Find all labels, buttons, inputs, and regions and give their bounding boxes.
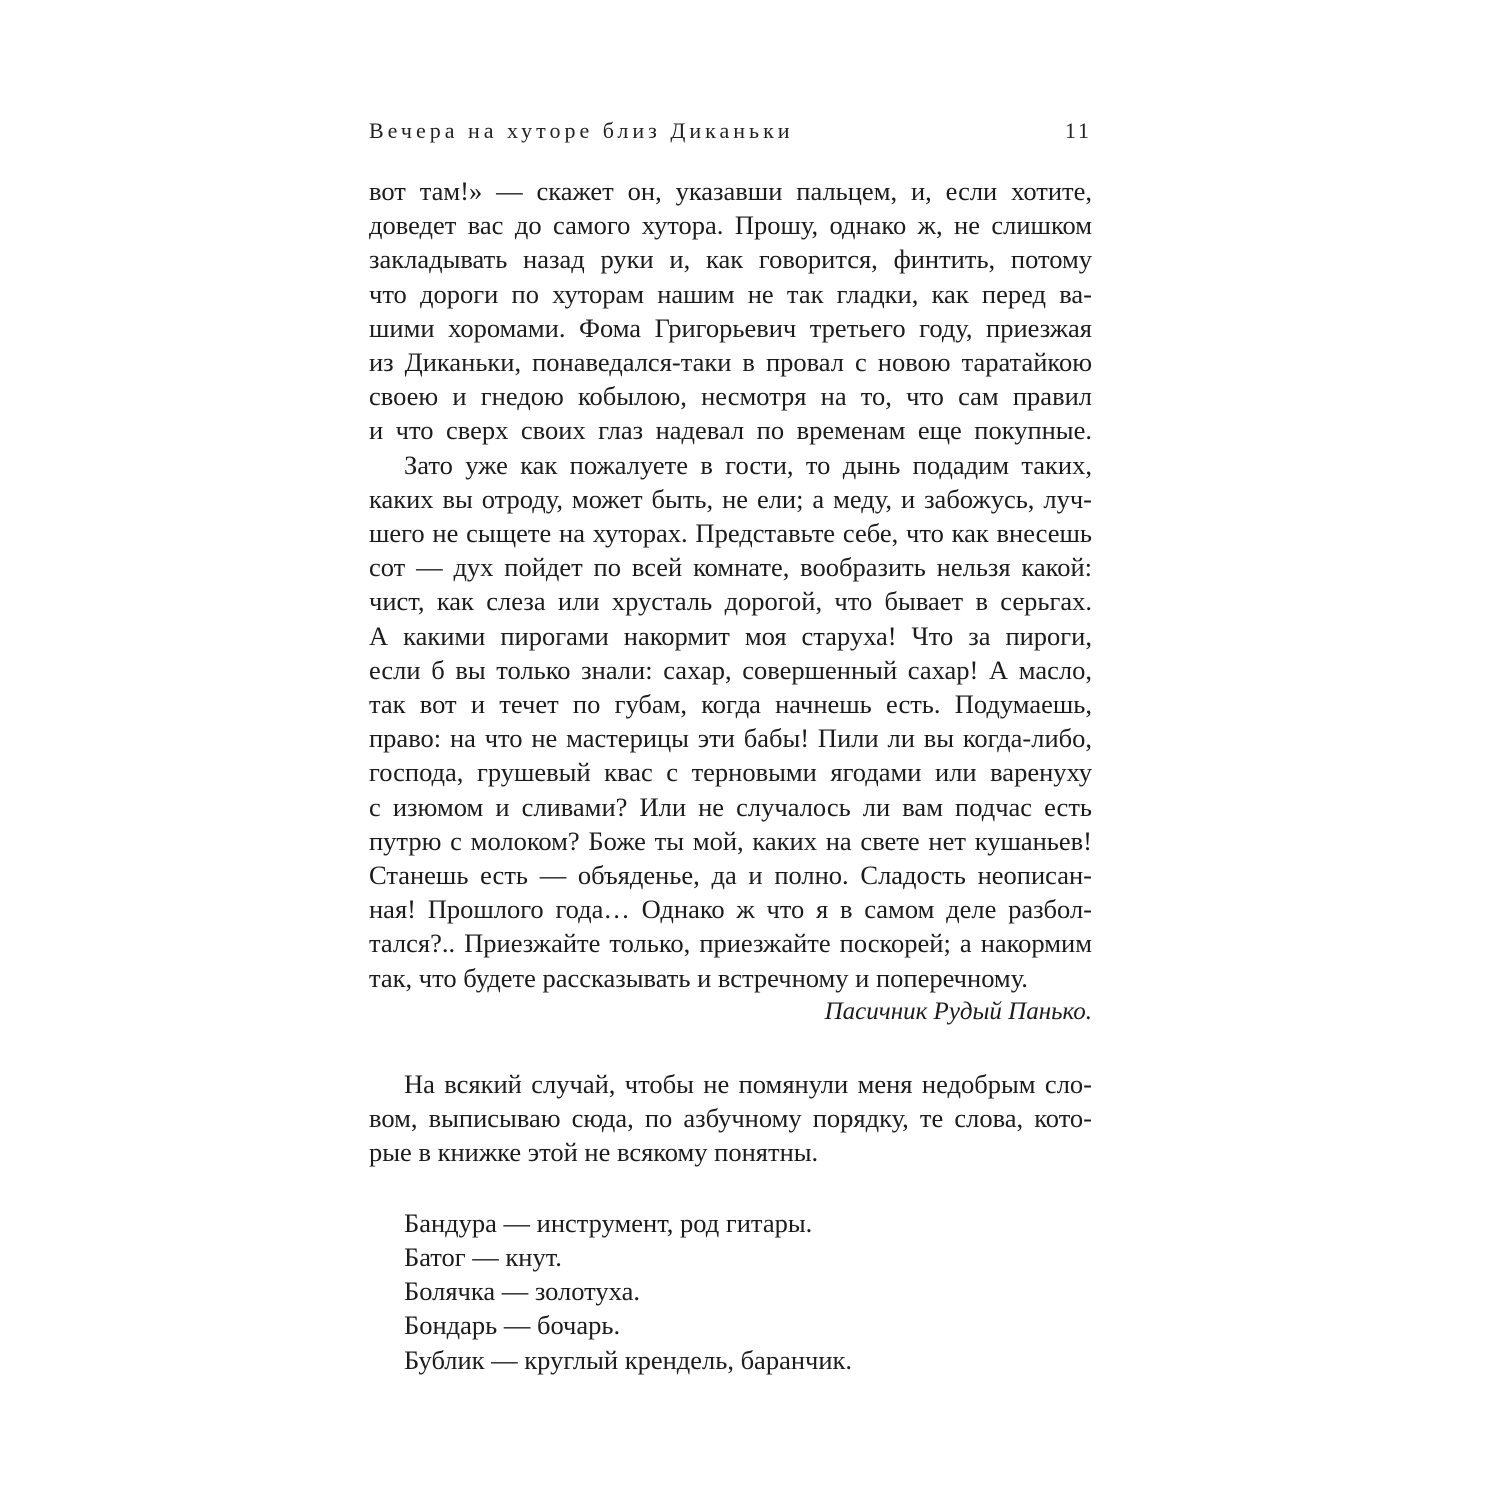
text-line: что дороги по хуторам нашим не так гладки, как перед ва- [369, 278, 1092, 309]
text-line: А какими пирогами накормит моя старуха! Что за пироги, [369, 620, 1092, 651]
text-line: шего не сыщете на хуторах. Представьте себе, что как внесешь [369, 518, 1092, 549]
text-line: вот там!» — скажет он, указавши пальцем, и, если хотите, [369, 176, 1092, 206]
paragraph-3 [369, 1067, 1092, 1170]
text-line: каких вы отроду, может быть, не ели; а меду, и забожусь, луч- [369, 483, 1092, 514]
text-line: шими хоромами. Фома Григорьевич третьего году, приезжая [369, 312, 1092, 343]
signature: Пасичник Рудый Панько. [824, 997, 1092, 1025]
text-line: Станешь есть — объяденье, да и полно. Сладость неописан- [369, 860, 1092, 891]
text-line: Зато уже как пожалуете в гости, то дынь подадим таких, [404, 449, 1092, 480]
paragraph-1 [369, 174, 1092, 448]
text-line: чист, как слеза или хрусталь дорогой, что бывает в серьгах. [369, 586, 1092, 617]
running-header [369, 110, 1092, 150]
glossary-entry: Бондарь — бочарь. [404, 1310, 621, 1341]
text-line: господа, грушевый квас с терновыми ягодами или варенуху [369, 757, 1092, 788]
text-line: и что сверх своих глаз надевал по временам еще покупные. [369, 415, 1092, 446]
paragraph-2 [369, 448, 1092, 995]
running-title: Вечера на хуторе близ Диканьки [369, 118, 794, 143]
page-number: 11 [1064, 118, 1092, 143]
text-line: сот — дух пойдет по всей комнате, вообразить нельзя какой: [369, 552, 1092, 583]
text-line: ная! Прошлого года… Однако ж что я в самом деле разбол- [369, 894, 1092, 925]
text-line: если б вы только знали: сахар, совершенный сахар! А масло, [369, 654, 1092, 685]
glossary-entry: Болячка — золотуха. [404, 1276, 640, 1307]
text-line: так, что будете рассказывать и встречному и поперечному. [369, 962, 1028, 993]
text-line: путрю с молоком? Боже ты мой, каких на свете нет кушаньев! [369, 825, 1092, 856]
text-line: закладывать назад руки и, как говорится, финтить, потому [369, 244, 1092, 275]
text-line: своею и гнедою кобылою, несмотря на то, что сам правил [369, 381, 1092, 412]
glossary-entry: Батог — кнут. [404, 1241, 562, 1272]
glossary-entry: Бублик — круглый крендель, баранчик. [404, 1344, 853, 1375]
text-line: так вот и течет по губам, когда начнешь есть. Подумаешь, [369, 689, 1092, 720]
text-line: доведет вас до самого хутора. Прошу, однако ж, не слишком [369, 210, 1092, 241]
text-line: вом, выписываю сюда, по азбучному порядку, те слова, кото- [369, 1103, 1092, 1134]
body-text [369, 174, 1092, 1377]
glossary-entry: Бандура — инструмент, род гитары. [404, 1207, 813, 1238]
text-line: На всякий случай, чтобы не помянули меня недобрым сло- [404, 1069, 1092, 1100]
text-line: с изюмом и сливами? Или не случалось ли вам подчас есть [369, 791, 1092, 822]
text-line: рые в книжке этой не всякому понятны. [369, 1137, 819, 1168]
text-line: из Диканьки, понаведался-таки в провал с новою таратайкою [369, 347, 1092, 378]
book-page [369, 110, 1092, 1377]
text-line: право: на что не мастерицы эти бабы! Пили ли вы когда-либо, [369, 723, 1092, 754]
text-line: тался?.. Приезжайте только, приезжайте поскорей; а накормим [369, 928, 1092, 959]
glossary-list [369, 1206, 1092, 1377]
